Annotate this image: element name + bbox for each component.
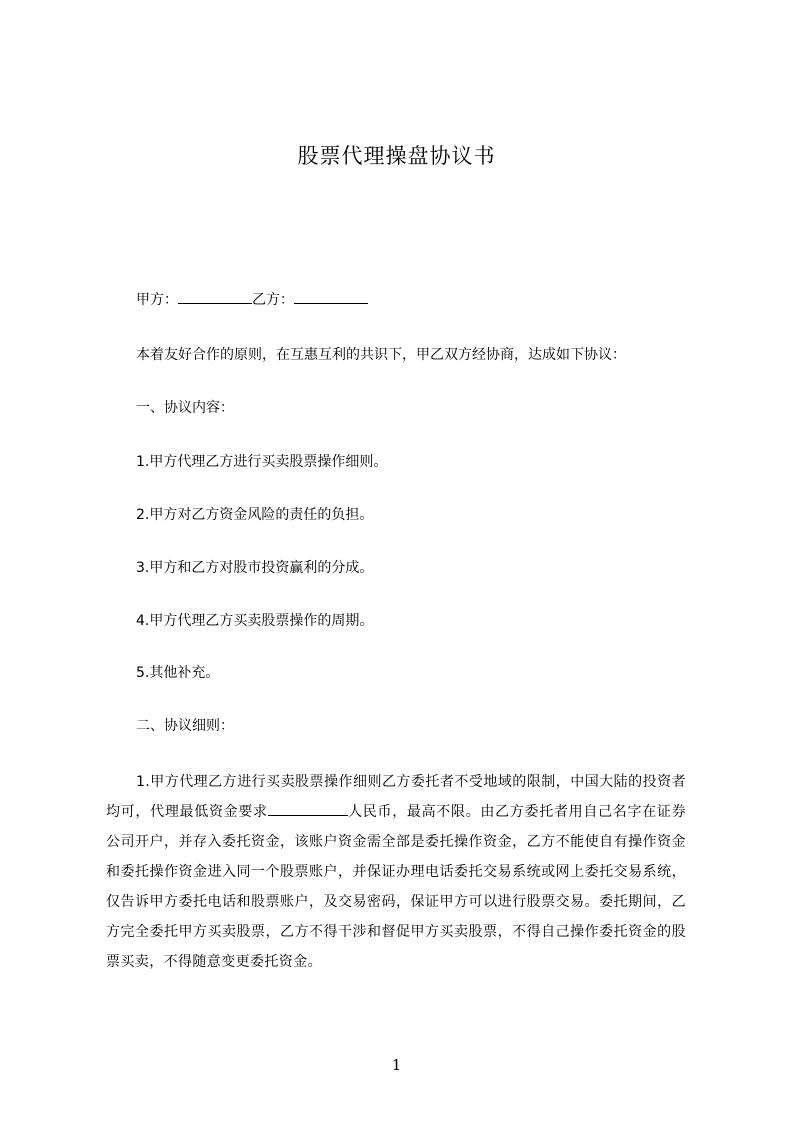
party-a-blank xyxy=(178,290,252,304)
section1-heading: 一、协议内容： xyxy=(136,400,234,416)
page-number: 1 xyxy=(391,1056,402,1074)
parties-line xyxy=(136,290,368,310)
section2-heading: 二、协议细则： xyxy=(136,718,234,734)
section1-item-4: 4.甲方代理乙方买卖股票操作的周期。 xyxy=(136,613,374,629)
intro-text: 本着友好合作的原则，在互惠互利的共识下，甲乙双方经协商，达成如下协议： xyxy=(136,347,626,363)
party-a-label: 甲方： xyxy=(136,292,178,308)
party-b-label: 乙方： xyxy=(252,292,294,308)
section1-item-1: 1.甲方代理乙方进行买卖股票操作细则。 xyxy=(136,454,388,470)
section2-paragraph-1-part2: 人民币，最高不限。由乙方委托者用自己名字在证券公司开户，并存入委托资金，该账户资金需全部是委托操作资金，乙方不能使自有操作资金和委托操作资金进入同一个股票账户，并保证办理电话委托交易系统或网上委托交易系统，仅告诉甲方委托电话和股票账户，及交易密码，保证甲方可以进行股票交易。委托期间，乙方完全委托甲方买卖股票，乙方不得干涉和督促甲方买卖股票，不得自己操作委托资金的股票买卖，不得随意变更委托资金。 xyxy=(106,804,686,970)
section1-item-5: 5.其他补充。 xyxy=(136,665,220,681)
document-title: 股票代理操盘协议书 xyxy=(297,144,496,168)
party-b-blank xyxy=(294,290,368,304)
section1-item-2: 2.甲方对乙方资金风险的责任的负担。 xyxy=(136,507,374,523)
section1-item-3: 3.甲方和乙方对股市投资赢利的分成。 xyxy=(136,560,374,576)
section2-paragraph-1 xyxy=(106,767,686,977)
minimum-fund-blank xyxy=(268,802,348,816)
section2-paragraph-1-part1: 1.甲方代理乙方进行买卖股票操作细则乙方委托者不受地域的限制，中国大陆的投资者均可，代理最低资金要求 xyxy=(106,774,686,820)
